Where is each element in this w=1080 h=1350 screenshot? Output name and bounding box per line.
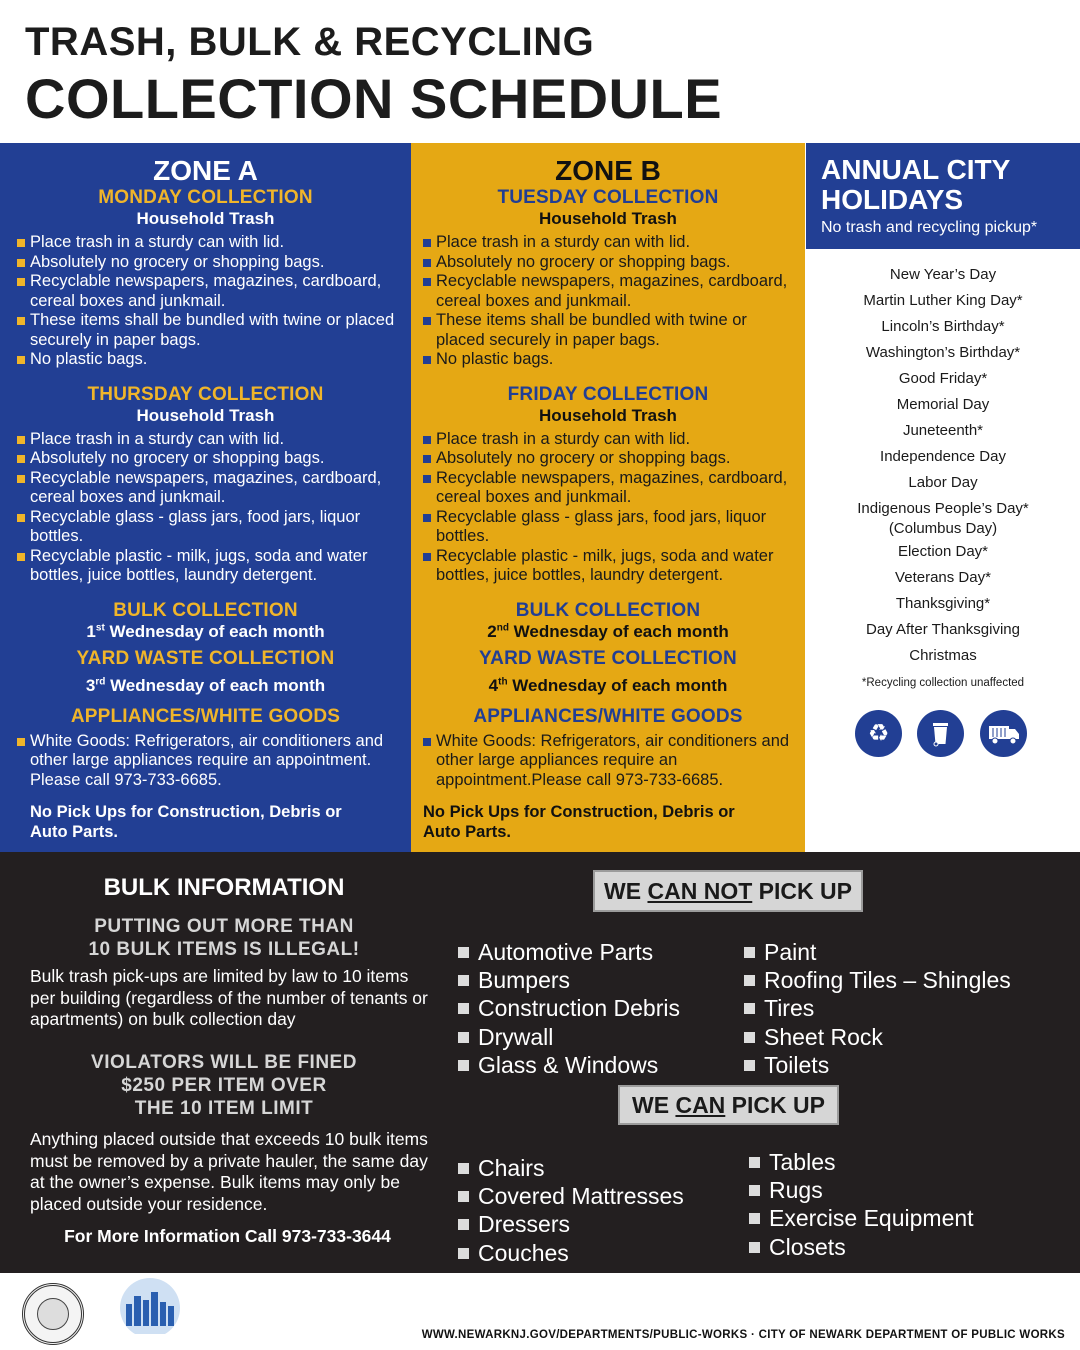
city-seal-logo xyxy=(22,1283,84,1345)
bulk-info-text-1: Bulk trash pick-ups are limited by law to 10 items per building (regardless of the number of tenants or apartments) on bulk collection day xyxy=(30,966,428,1029)
list-item: Recyclable plastic - milk, jugs, soda and water bottles, juice bottles, laundry detergent. xyxy=(30,547,401,586)
list-item: Absolutely no grocery or shopping bags. xyxy=(30,253,401,273)
bulk-info-section xyxy=(0,852,1080,1273)
bulk-info-title: BULK INFORMATION xyxy=(103,874,345,901)
list-item: These items shall be bundled with twine or placed securely in paper bags. xyxy=(436,311,795,350)
list-item: Dressers xyxy=(458,1210,684,1238)
zone-b-bulk-date: 2nd Wednesday of each month xyxy=(487,621,729,641)
zone-a-bulk-title: BULK COLLECTION xyxy=(113,599,298,621)
list-item: Recyclable plastic - milk, jugs, soda and water bottles, juice bottles, laundry detergent. xyxy=(436,547,795,586)
list-item: Roofing Tiles – Shingles xyxy=(744,966,1011,994)
list-item: Construction Debris xyxy=(458,994,680,1022)
list-item: Place trash in a sturdy can with lid. xyxy=(30,430,401,450)
bulk-warning-1: PUTTING OUT MORE THAN 10 BULK ITEMS IS ILLEGAL! xyxy=(88,916,360,960)
bulk-warning-2: VIOLATORS WILL BE FINED $250 PER ITEM OVER THE 10 ITEM LIMIT xyxy=(91,1052,357,1119)
zone-a-day2-sub: Household Trash xyxy=(136,405,275,425)
holiday-item: Juneteenth* xyxy=(902,422,984,439)
zone-a-panel xyxy=(0,143,411,852)
trash-can-icon xyxy=(917,710,964,757)
dpw-logo xyxy=(108,1278,192,1344)
list-item: No plastic bags. xyxy=(30,350,401,370)
holiday-item: Christmas xyxy=(909,647,977,664)
zone-b-day2-title: FRIDAY COLLECTION xyxy=(507,383,709,405)
holidays-title-line1: ANNUAL CITY xyxy=(821,154,1011,185)
holiday-item: New Year’s Day xyxy=(889,266,997,283)
list-item: Recyclable glass - glass jars, food jars, liquor bottles. xyxy=(436,508,795,547)
holiday-item: Veterans Day* xyxy=(895,569,991,586)
holiday-item: Independence Day xyxy=(880,448,1006,465)
bulk-info-text-2: Anything placed outside that exceeds 10 bulk items must be removed by a private hauler, the same day at the owner’s expense. Bulk items may only be placed outside your residence. xyxy=(30,1129,428,1214)
zone-b-yard-title: YARD WASTE COLLECTION xyxy=(479,647,737,669)
list-item: Place trash in a sturdy can with lid. xyxy=(30,233,401,253)
list-item: Absolutely no grocery or shopping bags. xyxy=(436,253,795,273)
list-item: Automotive Parts xyxy=(458,938,680,966)
garbage-truck-icon xyxy=(980,710,1027,757)
zone-a-day1-sub: Household Trash xyxy=(136,209,275,228)
zone-a-day1-list xyxy=(0,233,411,370)
list-item: Place trash in a sturdy can with lid. xyxy=(436,430,795,450)
header xyxy=(0,0,1080,143)
holiday-item: (Columbus Day) xyxy=(888,520,998,537)
list-item: Sheet Rock xyxy=(744,1023,1011,1051)
list-item: Place trash in a sturdy can with lid. xyxy=(436,233,795,253)
holiday-item: Washington’s Birthday* xyxy=(865,344,1021,361)
list-item: Rugs xyxy=(749,1176,974,1204)
zone-a-yard-date: 3rd Wednesday of each month xyxy=(85,675,326,695)
zone-b-day1-sub: Household Trash xyxy=(539,209,677,228)
holiday-item: Indigenous People’s Day* xyxy=(857,500,1029,517)
zone-a-bulk-date: 1st Wednesday of each month xyxy=(86,621,325,641)
cannot-pickup-list-2 xyxy=(744,938,1011,1079)
footer xyxy=(0,1273,1080,1350)
list-item: Drywall xyxy=(458,1023,680,1051)
page-title-line1: TRASH, BULK & RECYCLING xyxy=(25,20,595,64)
list-item: Exercise Equipment xyxy=(749,1204,974,1232)
list-item: Covered Mattresses xyxy=(458,1182,684,1210)
list-item: Absolutely no grocery or shopping bags. xyxy=(30,449,401,469)
list-item: Couches xyxy=(458,1239,684,1267)
list-item: White Goods: Refrigerators, air conditioners and other large appliances require an appointment.Please call 973-733-6685. xyxy=(436,732,795,791)
holidays-icons xyxy=(855,710,1035,758)
list-item: Recyclable glass - glass jars, food jars, liquor bottles. xyxy=(30,508,401,547)
bulk-info-call: For More Information Call 973-733-3644 xyxy=(64,1226,391,1246)
zone-b-title: ZONE B xyxy=(555,155,661,186)
list-item: These items shall be bundled with twine or placed securely in paper bags. xyxy=(30,311,401,350)
holidays-note: *Recycling collection unaffected xyxy=(861,677,1025,689)
holidays-header xyxy=(806,143,1080,249)
zone-a-title: ZONE A xyxy=(153,155,258,186)
holiday-item: Thanksgiving* xyxy=(895,595,991,612)
can-pickup-badge: WE CAN PICK UP xyxy=(618,1085,839,1125)
list-item: Recyclable newspapers, magazines, cardboard, cereal boxes and junkmail. xyxy=(30,469,401,508)
footer-url: WWW.NEWARKNJ.GOV/DEPARTMENTS/PUBLIC-WORKS · CITY OF NEWARK DEPARTMENT OF PUBLIC WORKS xyxy=(421,1329,1065,1341)
holiday-item: Election Day* xyxy=(897,543,989,560)
list-item: Tires xyxy=(744,994,1011,1022)
zone-a-appl-list xyxy=(0,732,411,791)
zone-a-day1-title: MONDAY COLLECTION xyxy=(98,187,313,208)
list-item: Tables xyxy=(749,1148,974,1176)
list-item: Glass & Windows xyxy=(458,1051,680,1079)
holiday-item: Martin Luther King Day* xyxy=(863,292,1023,309)
list-item: No plastic bags. xyxy=(436,350,795,370)
zone-b-appl-list xyxy=(411,732,805,791)
zone-b-yard-date: 4th Wednesday of each month xyxy=(488,675,728,695)
can-pickup-list-1 xyxy=(458,1154,684,1267)
zone-b-panel xyxy=(411,143,805,852)
zone-a-appl-title: APPLIANCES/WHITE GOODS xyxy=(70,705,341,727)
holiday-item: Lincoln’s Birthday* xyxy=(881,318,1005,335)
zone-b-day1-title: TUESDAY COLLECTION xyxy=(497,187,719,208)
zone-b-day1-list xyxy=(411,233,805,370)
list-item: Bumpers xyxy=(458,966,680,994)
list-item: Absolutely no grocery or shopping bags. xyxy=(436,449,795,469)
zone-a-day2-list xyxy=(0,430,411,586)
list-item: Closets xyxy=(749,1233,974,1261)
list-item: Chairs xyxy=(458,1154,684,1182)
holiday-item: Day After Thanksgiving xyxy=(866,621,1020,638)
list-item: Recyclable newspapers, magazines, cardboard, cereal boxes and junkmail. xyxy=(436,469,795,508)
cannot-pickup-list-1 xyxy=(458,938,680,1079)
page-title-line2: COLLECTION SCHEDULE xyxy=(25,67,723,130)
holidays-list xyxy=(806,262,1080,669)
list-item: Recyclable newspapers, magazines, cardboard, cereal boxes and junkmail. xyxy=(30,272,401,311)
zone-b-day2-list xyxy=(411,430,805,586)
zone-a-yard-title: YARD WASTE COLLECTION xyxy=(76,647,335,669)
recycle-icon: ♻ xyxy=(855,710,902,757)
zone-b-bulk-title: BULK COLLECTION xyxy=(515,599,701,621)
list-item: Paint xyxy=(744,938,1011,966)
holiday-item: Labor Day xyxy=(908,474,978,491)
zone-a-day2-title: THURSDAY COLLECTION xyxy=(87,383,324,405)
holidays-subtitle: No trash and recycling pickup* xyxy=(821,219,1038,236)
zone-a-nopick: No Pick Ups for Construction, Debris or Auto Parts. xyxy=(30,803,342,841)
holiday-item: Good Friday* xyxy=(898,370,988,387)
holiday-item: Memorial Day xyxy=(896,396,990,413)
list-item: Recyclable newspapers, magazines, cardboard, cereal boxes and junkmail. xyxy=(436,272,795,311)
list-item: Toilets xyxy=(744,1051,1011,1079)
zone-b-appl-title: APPLIANCES/WHITE GOODS xyxy=(473,705,743,727)
list-item: White Goods: Refrigerators, air conditioners and other large appliances require an appointment. Please call 973-733-6685. xyxy=(30,732,401,791)
can-pickup-list-2 xyxy=(749,1148,974,1261)
holidays-title-line2: HOLIDAYS xyxy=(821,184,964,215)
zone-b-day2-sub: Household Trash xyxy=(539,405,677,425)
zone-b-nopick: No Pick Ups for Construction, Debris or Auto Parts. xyxy=(423,803,735,841)
cannot-pickup-badge: WE CAN NOT PICK UP xyxy=(593,870,863,912)
